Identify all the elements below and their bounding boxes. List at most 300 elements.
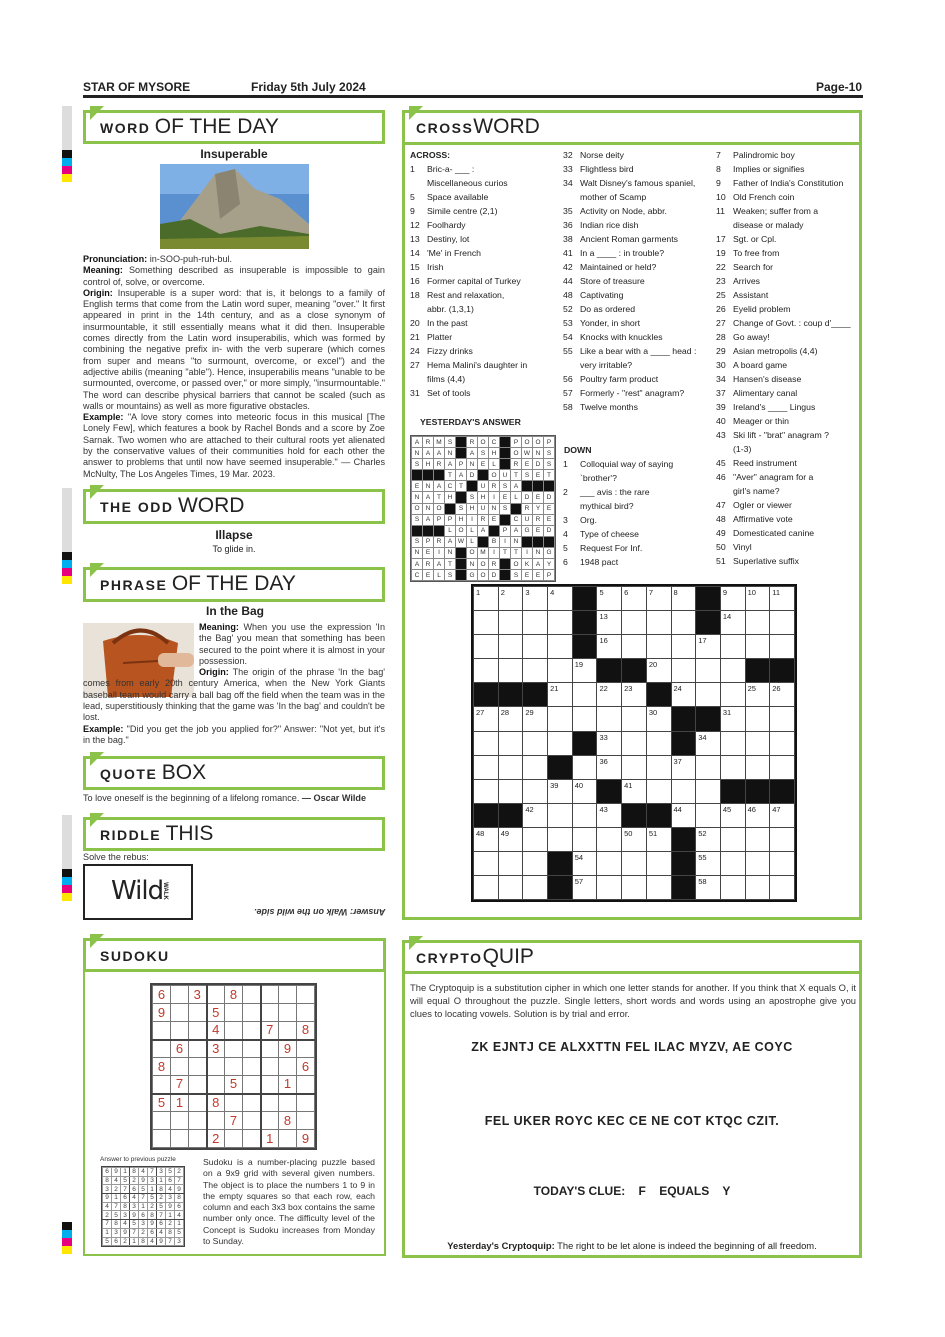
sudoku-cell[interactable]: 6 — [297, 1058, 315, 1076]
crossword-cell[interactable] — [572, 803, 597, 827]
crossword-cell[interactable] — [523, 635, 548, 659]
sudoku-cell[interactable]: 7 — [171, 1076, 189, 1094]
quote-author: — Oscar Wilde — [301, 793, 367, 803]
print-strip-y — [62, 576, 72, 584]
sudoku-cell[interactable] — [189, 1112, 207, 1130]
sudoku-cell[interactable] — [297, 1040, 315, 1058]
sudoku-cell[interactable] — [189, 1040, 207, 1058]
sudoku-cell[interactable]: 8 — [279, 1112, 297, 1130]
crossword-cell[interactable]: 5 — [597, 587, 622, 611]
clue-text: Affirmative vote — [733, 514, 793, 524]
crossword-cell[interactable] — [745, 755, 770, 779]
answer-cell — [533, 481, 544, 492]
sudoku-cell[interactable] — [189, 1022, 207, 1040]
prev-sudoku-cell: 8 — [121, 1202, 130, 1211]
sudoku-cell[interactable]: 1 — [261, 1130, 279, 1148]
clue-line — [716, 414, 861, 428]
crossword-cell[interactable] — [523, 611, 548, 635]
crossword-cell[interactable] — [770, 731, 795, 755]
clue-text: Weaken; suffer from a — [733, 206, 819, 216]
sudoku-cell[interactable] — [171, 1004, 189, 1022]
answer-cell: Y — [544, 559, 555, 570]
crossword-cell[interactable] — [548, 731, 573, 755]
sudoku-cell[interactable] — [279, 1094, 297, 1112]
crossword-cell — [498, 803, 523, 827]
sudoku-cell[interactable] — [243, 1040, 261, 1058]
sudoku-cell[interactable] — [189, 1076, 207, 1094]
sudoku-cell[interactable]: 6 — [171, 1040, 189, 1058]
sudoku-cell[interactable] — [189, 1058, 207, 1076]
sudoku-cell[interactable] — [297, 1004, 315, 1022]
crossword-cell[interactable] — [622, 635, 647, 659]
prev-sudoku-cell: 4 — [166, 1185, 175, 1194]
crossword-cell[interactable]: 42 — [523, 803, 548, 827]
sudoku-cell[interactable]: 5 — [207, 1004, 225, 1022]
crossword-cell[interactable] — [745, 876, 770, 900]
crossword-cell[interactable] — [745, 707, 770, 731]
crossword-cell[interactable]: 51 — [646, 827, 671, 851]
crossword-cell[interactable]: 14 — [720, 611, 745, 635]
sudoku-cell[interactable]: 3 — [189, 986, 207, 1004]
crossword-cell[interactable]: 48 — [474, 827, 499, 851]
prev-sudoku-cell: 7 — [121, 1185, 130, 1194]
sudoku-cell[interactable] — [207, 1076, 225, 1094]
crossword-cell[interactable] — [720, 635, 745, 659]
crossword-cell[interactable] — [622, 755, 647, 779]
crossword-cell[interactable] — [671, 611, 696, 635]
crossword-cell[interactable]: 46 — [745, 803, 770, 827]
crossword-cell[interactable] — [646, 852, 671, 876]
sudoku-cell[interactable] — [279, 986, 297, 1004]
crossword-cell[interactable] — [720, 827, 745, 851]
sudoku-cell[interactable]: 8 — [207, 1094, 225, 1112]
clue-line — [716, 162, 861, 176]
answer-cell — [434, 470, 445, 481]
crossword-cell[interactable]: 45 — [720, 803, 745, 827]
crossword-cell[interactable]: 7 — [646, 587, 671, 611]
crossword-cell[interactable] — [646, 876, 671, 900]
word-of-day-word: Insuperable — [200, 147, 268, 161]
answer-cell: T — [544, 470, 555, 481]
sudoku-cell[interactable] — [279, 1022, 297, 1040]
sudoku-cell[interactable] — [261, 1094, 279, 1112]
example-text: "Did you get the job you applied for?" Answer: "Not yet, but it's in the bag." — [83, 724, 386, 746]
prev-sudoku-cell: 8 — [112, 1220, 121, 1229]
answer-cell: R — [533, 514, 544, 525]
sudoku-cell[interactable] — [261, 986, 279, 1004]
crossword-cell[interactable] — [745, 611, 770, 635]
crossword-cell[interactable]: 30 — [646, 707, 671, 731]
sudoku-cell[interactable] — [225, 1094, 243, 1112]
crossword-cell[interactable]: 6 — [622, 587, 647, 611]
crossword-cell[interactable] — [498, 779, 523, 803]
sudoku-cell[interactable]: 4 — [207, 1022, 225, 1040]
crossword-cell[interactable] — [696, 683, 721, 707]
crossword-cell[interactable]: 47 — [770, 803, 795, 827]
crossword-cell[interactable]: 44 — [671, 803, 696, 827]
crossword-cell[interactable] — [720, 731, 745, 755]
crossword-cell[interactable] — [597, 707, 622, 731]
crossword-cell[interactable] — [523, 827, 548, 851]
sudoku-cell[interactable] — [261, 1040, 279, 1058]
crossword-cell[interactable] — [523, 731, 548, 755]
crossword-cell[interactable] — [523, 659, 548, 683]
crossword-cell[interactable]: 43 — [597, 803, 622, 827]
clue-line — [563, 400, 713, 414]
prev-sudoku-cell: 2 — [121, 1237, 130, 1246]
answer-cell: A — [434, 481, 445, 492]
crossword-cell[interactable]: 36 — [597, 755, 622, 779]
sudoku-cell[interactable] — [297, 1094, 315, 1112]
crossword-cell[interactable]: 16 — [597, 635, 622, 659]
clue-text: Meager or thin — [733, 416, 790, 426]
crossword-cell[interactable]: 34 — [696, 731, 721, 755]
crossword-cell[interactable] — [474, 755, 499, 779]
sudoku-cell[interactable] — [171, 1022, 189, 1040]
clue-text: Simile centre (2,1) — [427, 206, 498, 216]
crossword-cell[interactable] — [474, 611, 499, 635]
crossword-cell[interactable]: 23 — [622, 683, 647, 707]
crossword-cell[interactable] — [696, 755, 721, 779]
sudoku-cell[interactable] — [171, 1112, 189, 1130]
clue-line — [563, 555, 713, 569]
crossword-cell[interactable]: 11 — [770, 587, 795, 611]
clue-text: Request For Inf. — [580, 543, 643, 553]
crossword-cell[interactable] — [745, 731, 770, 755]
crossword-cell[interactable] — [720, 876, 745, 900]
sudoku-grid[interactable] — [150, 983, 317, 1150]
sudoku-cell[interactable]: 9 — [297, 1130, 315, 1148]
sudoku-cell[interactable]: 3 — [207, 1040, 225, 1058]
crossword-cell[interactable] — [745, 852, 770, 876]
crossword-cell[interactable] — [474, 852, 499, 876]
clue-text: Search for — [733, 262, 774, 272]
crossword-cell[interactable]: 4 — [548, 587, 573, 611]
crossword-cell[interactable] — [671, 779, 696, 803]
prev-sudoku-cell: 3 — [112, 1228, 121, 1237]
crossword-cell[interactable] — [770, 707, 795, 731]
answer-cell: E — [533, 570, 544, 581]
crossword-cell[interactable] — [622, 731, 647, 755]
crossword-cell[interactable] — [572, 755, 597, 779]
sudoku-cell[interactable]: 8 — [297, 1022, 315, 1040]
crossword-cell[interactable] — [572, 683, 597, 707]
sudoku-cell[interactable] — [153, 1076, 171, 1094]
crossword-cell[interactable] — [523, 852, 548, 876]
crossword-grid[interactable] — [471, 584, 797, 902]
sudoku-cell[interactable] — [279, 1130, 297, 1148]
crossword-cell[interactable]: 29 — [523, 707, 548, 731]
crossword-cell[interactable]: 41 — [622, 779, 647, 803]
crossword-cell[interactable]: 21 — [548, 683, 573, 707]
crossword-cell[interactable]: 22 — [597, 683, 622, 707]
sudoku-cell[interactable]: 9 — [279, 1040, 297, 1058]
crossword-cell[interactable]: 57 — [572, 876, 597, 900]
crossword-cell[interactable] — [622, 852, 647, 876]
answer-cell: O — [434, 503, 445, 514]
sudoku-cell[interactable] — [171, 1130, 189, 1148]
crossword-cell[interactable] — [498, 635, 523, 659]
clue-line — [410, 302, 560, 316]
answer-cell: A — [423, 448, 434, 459]
crossword-cell[interactable] — [671, 635, 696, 659]
sudoku-cell[interactable] — [207, 1112, 225, 1130]
sudoku-cell[interactable] — [153, 1130, 171, 1148]
clue-line — [410, 386, 560, 400]
crossword-cell[interactable]: 17 — [696, 635, 721, 659]
sudoku-cell[interactable] — [153, 1040, 171, 1058]
crossword-cell[interactable] — [646, 731, 671, 755]
sudoku-cell[interactable] — [297, 1076, 315, 1094]
answer-cell: A — [445, 536, 456, 547]
rebus-box — [83, 864, 193, 920]
clue-line — [716, 442, 861, 456]
crossword-cell[interactable] — [646, 755, 671, 779]
clue-text: mother of Scamp — [580, 192, 647, 202]
sudoku-cell[interactable] — [225, 1058, 243, 1076]
crossword-cell[interactable] — [597, 852, 622, 876]
sudoku-cell[interactable] — [207, 986, 225, 1004]
sudoku-cell[interactable] — [153, 1022, 171, 1040]
page-number: Page-10 — [816, 80, 863, 94]
crossword-cell[interactable] — [548, 803, 573, 827]
sudoku-cell[interactable] — [243, 1130, 261, 1148]
sudoku-cell[interactable] — [225, 1022, 243, 1040]
crossword-cell[interactable] — [646, 635, 671, 659]
clue-number: 45 — [716, 458, 726, 468]
sudoku-cell[interactable]: 7 — [261, 1022, 279, 1040]
clue-line — [563, 190, 713, 204]
sudoku-cell[interactable] — [243, 1112, 261, 1130]
prev-sudoku-cell: 6 — [139, 1211, 148, 1220]
crossword-cell[interactable]: 58 — [696, 876, 721, 900]
answer-cell: S — [412, 514, 423, 525]
answer-cell: C — [511, 514, 522, 525]
crossword-cell[interactable] — [523, 779, 548, 803]
crossword-cell[interactable] — [597, 876, 622, 900]
sudoku-cell[interactable] — [261, 1058, 279, 1076]
sudoku-cell[interactable] — [297, 1112, 315, 1130]
cryptoquip-yesterday — [402, 1240, 862, 1251]
crossword-cell[interactable]: 25 — [745, 683, 770, 707]
clue-line — [563, 485, 713, 499]
crossword-cell[interactable]: 40 — [572, 779, 597, 803]
prev-sudoku-cell: 5 — [166, 1168, 175, 1177]
crossword-cell[interactable] — [474, 876, 499, 900]
crossword-cell[interactable]: 3 — [523, 587, 548, 611]
sudoku-cell[interactable] — [243, 1004, 261, 1022]
answer-cell — [423, 525, 434, 536]
phrase-text: In the Bag — [205, 604, 264, 618]
sudoku-cell[interactable]: 5 — [225, 1076, 243, 1094]
crossword-cell[interactable] — [498, 876, 523, 900]
print-strip-y — [62, 174, 72, 182]
sudoku-cell[interactable] — [171, 1058, 189, 1076]
sudoku-cell[interactable] — [243, 1076, 261, 1094]
crossword-cell[interactable] — [720, 755, 745, 779]
crossword-cell[interactable] — [622, 611, 647, 635]
crossword-cell[interactable]: 20 — [646, 659, 671, 683]
crossword-cell[interactable] — [572, 707, 597, 731]
answer-cell: C — [412, 570, 423, 581]
crossword-cell[interactable]: 28 — [498, 707, 523, 731]
sudoku-cell[interactable] — [261, 1004, 279, 1022]
sudoku-cell[interactable]: 2 — [207, 1130, 225, 1148]
crossword-cell — [523, 683, 548, 707]
answer-cell: N — [412, 547, 423, 558]
crossword-cell[interactable] — [770, 755, 795, 779]
answer-cell: E — [522, 459, 533, 470]
sudoku-cell[interactable] — [243, 1058, 261, 1076]
crossword-cell[interactable] — [720, 683, 745, 707]
crossword-cell[interactable] — [720, 852, 745, 876]
clue-text: Hansen's disease — [733, 374, 802, 384]
crossword-cell[interactable]: 10 — [745, 587, 770, 611]
sudoku-cell[interactable] — [225, 1130, 243, 1148]
sudoku-cell[interactable] — [297, 986, 315, 1004]
crossword-cell[interactable] — [498, 731, 523, 755]
crossword-cell[interactable] — [597, 827, 622, 851]
prev-sudoku-cell: 5 — [139, 1185, 148, 1194]
sudoku-cell[interactable] — [189, 1004, 207, 1022]
crossword-cell[interactable] — [474, 659, 499, 683]
crossword-cell[interactable] — [474, 635, 499, 659]
crossword-cell[interactable] — [671, 659, 696, 683]
crossword-cell[interactable] — [770, 635, 795, 659]
crossword-cell[interactable] — [548, 611, 573, 635]
crossword-cell[interactable]: 52 — [696, 827, 721, 851]
clue-text: Formerly - "rest" anagram? — [580, 388, 685, 398]
crossword-cell[interactable]: 33 — [597, 731, 622, 755]
crossword-cell[interactable] — [770, 852, 795, 876]
crossword-cell[interactable] — [770, 611, 795, 635]
crossword-cell[interactable] — [474, 779, 499, 803]
crossword-cell[interactable]: 49 — [498, 827, 523, 851]
sudoku-cell[interactable]: 9 — [153, 1004, 171, 1022]
clue-number: 57 — [563, 388, 573, 398]
crossword-cell[interactable] — [548, 659, 573, 683]
answer-cell: S — [544, 459, 555, 470]
clue-text: To free from — [733, 248, 780, 258]
clue-line — [410, 232, 560, 246]
sudoku-cell[interactable] — [261, 1112, 279, 1130]
crossword-cell[interactable] — [720, 659, 745, 683]
crossword-cell[interactable] — [498, 659, 523, 683]
crossword-cell[interactable] — [498, 611, 523, 635]
sudoku-cell[interactable] — [279, 1058, 297, 1076]
sudoku-cell[interactable]: 8 — [225, 986, 243, 1004]
sudoku-cell[interactable] — [171, 986, 189, 1004]
sudoku-cell[interactable]: 5 — [153, 1094, 171, 1112]
clue-text: Colloquial way of saying — [580, 459, 674, 469]
sudoku-cell[interactable]: 1 — [279, 1076, 297, 1094]
sudoku-cell[interactable] — [279, 1004, 297, 1022]
crossword-cell[interactable] — [523, 755, 548, 779]
clue-text: (1-3) — [733, 444, 752, 454]
answer-cell: U — [500, 470, 511, 481]
crossword-cell[interactable]: 39 — [548, 779, 573, 803]
crossword-cell[interactable]: 54 — [572, 852, 597, 876]
sudoku-cell[interactable]: 1 — [171, 1094, 189, 1112]
crossword-cell[interactable] — [646, 779, 671, 803]
answer-cell: O — [478, 437, 489, 448]
crossword-cell[interactable] — [745, 635, 770, 659]
crossword-cell[interactable] — [474, 731, 499, 755]
crossword-cell[interactable] — [770, 827, 795, 851]
odd-word: Illapse — [215, 528, 253, 542]
crossword-cell — [474, 683, 499, 707]
sudoku-cell[interactable] — [225, 1004, 243, 1022]
crossword-cell[interactable] — [548, 635, 573, 659]
crossword-title — [416, 115, 540, 139]
clue-number: 43 — [716, 430, 726, 440]
crossword-cell[interactable]: 55 — [696, 852, 721, 876]
crossword-cell[interactable] — [770, 876, 795, 900]
crossword-cell[interactable] — [696, 779, 721, 803]
answer-cell: S — [445, 570, 456, 581]
crossword-cell[interactable] — [745, 827, 770, 851]
crossword-cell[interactable] — [498, 755, 523, 779]
sudoku-cell[interactable] — [243, 986, 261, 1004]
clue-number: 34 — [716, 374, 726, 384]
print-strip-k — [62, 1222, 72, 1230]
crossword-cell[interactable]: 31 — [720, 707, 745, 731]
answer-cell: Y — [533, 503, 544, 514]
sudoku-cell[interactable] — [207, 1058, 225, 1076]
crossword-cell[interactable]: 37 — [671, 755, 696, 779]
clue-number: 7 — [716, 150, 721, 160]
crossword-cell[interactable] — [696, 659, 721, 683]
yesterday-answer-grid — [410, 435, 556, 582]
crossword-cell[interactable]: 24 — [671, 683, 696, 707]
crossword-cell[interactable]: 2 — [498, 587, 523, 611]
crossword-cell[interactable]: 27 — [474, 707, 499, 731]
crossword-cell[interactable]: 13 — [597, 611, 622, 635]
crossword-cell[interactable] — [523, 876, 548, 900]
crossword-cell[interactable] — [622, 876, 647, 900]
sudoku-cell[interactable] — [189, 1130, 207, 1148]
sudoku-cell[interactable]: 8 — [153, 1058, 171, 1076]
prev-sudoku-cell: 1 — [139, 1202, 148, 1211]
sudoku-cell[interactable]: 7 — [225, 1112, 243, 1130]
sudoku-cell[interactable] — [225, 1040, 243, 1058]
crossword-cell[interactable]: 19 — [572, 659, 597, 683]
sudoku-cell[interactable] — [189, 1094, 207, 1112]
sudoku-cell[interactable] — [153, 1112, 171, 1130]
sudoku-cell[interactable]: 6 — [153, 986, 171, 1004]
answer-cell: A — [412, 437, 423, 448]
crossword-cell[interactable] — [696, 803, 721, 827]
crossword-cell[interactable] — [548, 827, 573, 851]
crossword-cell[interactable] — [622, 707, 647, 731]
prev-sudoku-cell: 3 — [103, 1185, 112, 1194]
crossword-cell[interactable]: 50 — [622, 827, 647, 851]
crossword-cell[interactable]: 26 — [770, 683, 795, 707]
crossword-cell[interactable]: 1 — [474, 587, 499, 611]
prev-sudoku-cell: 8 — [139, 1237, 148, 1246]
title-small: CRYPTO — [416, 950, 483, 966]
crossword-cell[interactable]: 9 — [720, 587, 745, 611]
crossword-cell[interactable] — [572, 827, 597, 851]
sudoku-cell[interactable] — [243, 1094, 261, 1112]
sudoku-cell[interactable] — [243, 1022, 261, 1040]
crossword-cell[interactable] — [548, 707, 573, 731]
sudoku-cell[interactable] — [261, 1076, 279, 1094]
clue-text: Captivating — [580, 290, 624, 300]
crossword-cell[interactable] — [646, 611, 671, 635]
crossword-cell[interactable]: 8 — [671, 587, 696, 611]
crossword-cell[interactable] — [498, 852, 523, 876]
